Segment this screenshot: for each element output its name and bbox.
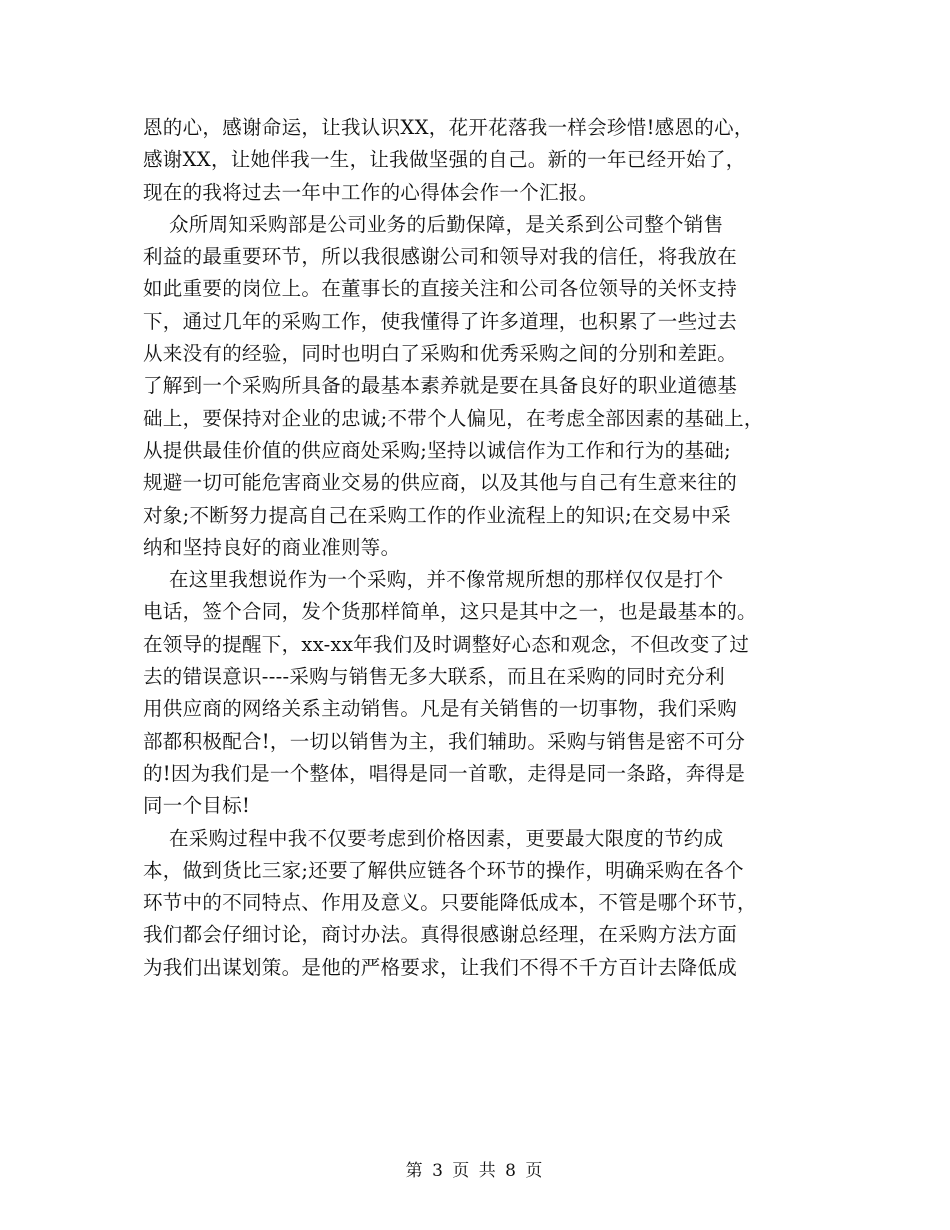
text-line: 从提供最佳价值的供应商处采购;坚持以诚信作为工作和行为的基础; <box>143 438 731 462</box>
text-line: 础上，要保持对企业的忠诚;不带个人偏见，在考虑全部因素的基础上， <box>143 406 764 430</box>
text-line: 在领导的提醒下，xx-xx年我们及时调整好心态和观念，不但改变了过 <box>143 632 750 656</box>
text-line: 电话，签个合同，发个货那样简单，这只是其中之一，也是最基本的。 <box>143 600 757 624</box>
text-line: 感谢XX，让她伴我一生，让我做坚强的自己。新的一年已经开始了， <box>143 148 746 172</box>
text-line: 了解到一个采购所具备的最基本素养就是要在具备良好的职业道德基 <box>143 374 738 398</box>
text-line: 在这里我想说作为一个采购，并不像常规所想的那样仅仅是打个 <box>143 568 724 592</box>
text-line: 如此重要的岗位上。在董事长的直接关注和公司各位领导的关怀支持 <box>143 277 738 301</box>
text-line: 利益的最重要环节，所以我很感谢公司和领导对我的信任，将我放在 <box>143 245 738 269</box>
text-line: 的!因为我们是一个整体，唱得是同一首歌，走得是同一条路，奔得是 <box>143 761 746 785</box>
text-line: 现在的我将过去一年中工作的心得体会作一个汇报。 <box>143 180 599 204</box>
text-line: 恩的心，感谢命运，让我认识XX，花开花落我一样会珍惜!感恩的心， <box>143 116 754 139</box>
text-line: 下，通过几年的采购工作，使我懂得了许多道理，也积累了一些过去 <box>143 309 738 333</box>
text-line: 部都积极配合!，一切以销售为主，我们辅助。采购与销售是密不可分 <box>143 729 746 753</box>
text-line: 在采购过程中我不仅要考虑到价格因素，更要最大限度的节约成 <box>143 826 724 850</box>
text-line: 同一个目标! <box>143 794 251 818</box>
text-line: 为我们出谋划策。是他的严格要求，让我们不得不千方百计去降低成 <box>143 955 738 979</box>
text-line: 规避一切可能危害商业交易的供应商，以及其他与自己有生意来往的 <box>143 471 738 495</box>
text-line: 用供应商的网络关系主动销售。凡是有关销售的一切事物，我们采购 <box>143 697 738 721</box>
text-line: 众所周知采购部是公司业务的后勤保障，是关系到公司整个销售 <box>143 212 724 236</box>
text-line: 对象;不断努力提高自己在采购工作的作业流程上的知识;在交易中采 <box>143 503 731 527</box>
text-line: 去的错误意识----采购与销售无多大联系，而且在采购的同时充分利 <box>143 665 725 689</box>
text-line: 环节中的不同特点、作用及意义。只要能降低成本，不管是哪个环节， <box>143 891 757 915</box>
text-line: 本，做到货比三家;还要了解供应链各个环节的操作，明确采购在各个 <box>143 858 744 882</box>
text-line: 纳和坚持良好的商业准则等。 <box>143 535 401 559</box>
body-text <box>143 112 823 984</box>
text-line: 从来没有的经验，同时也明白了采购和优秀采购之间的分别和差距。 <box>143 342 738 366</box>
text-line: 我们都会仔细讨论，商讨办法。真得很感谢总经理，在采购方法方面 <box>143 923 738 947</box>
page-footer: 第 3 页 共 8 页 <box>405 1161 545 1181</box>
